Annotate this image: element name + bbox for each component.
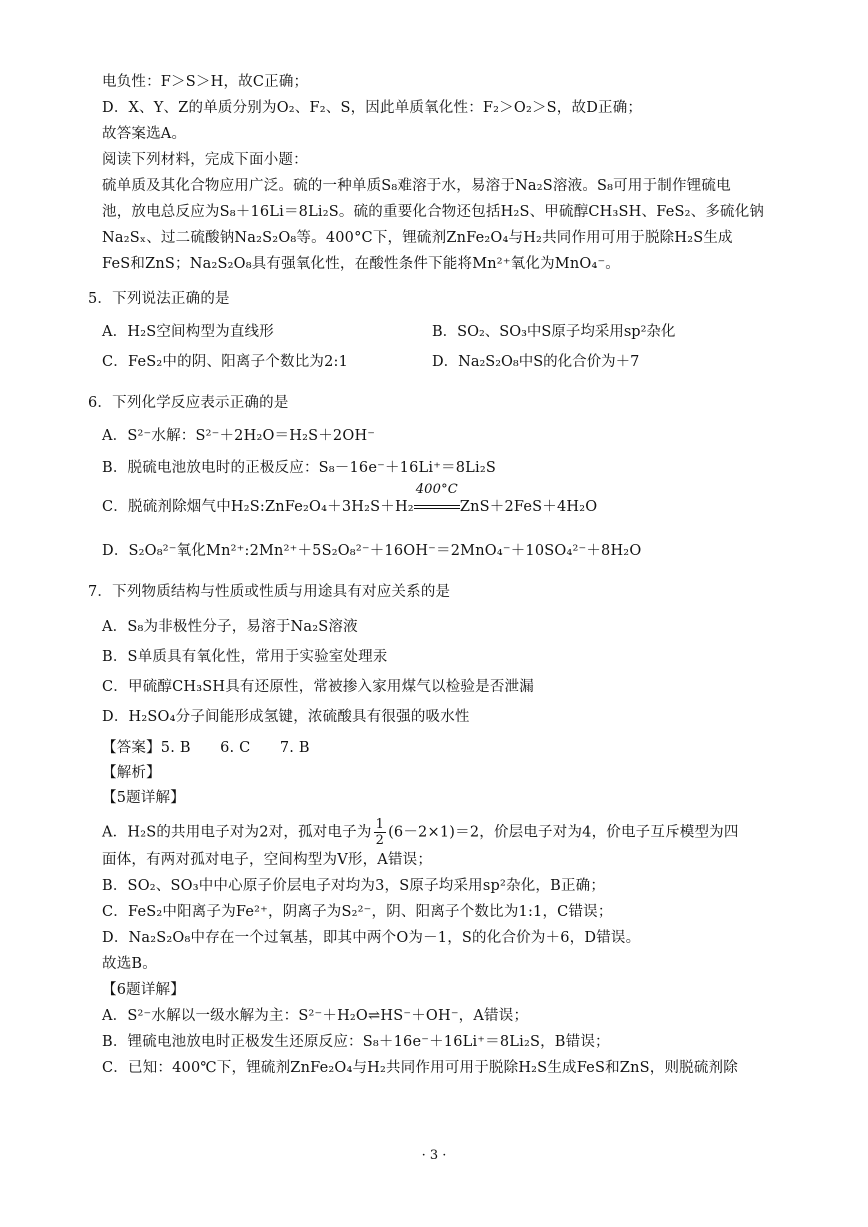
detail-5-a-text: A．H₂S的共用电子对为2对，孤对电子为 <box>102 824 372 841</box>
detail-5-a-text-cont: (6－2×1)＝2，价层电子对为4，价电子互斥模型为四 <box>388 824 739 841</box>
text-line: Na₂Sₓ、过二硫酸钠Na₂S₂O₈等。400°C下，锂硫剂ZnFe₂O₄与H₂共同作用可用于脱除H₂S生成 <box>102 230 733 246</box>
detail-6-c: C．已知：400℃下，锂硫剂ZnFe₂O₄与H₂共同作用可用于脱除H₂S生成FeS和ZnS，则脱硫剂除 <box>102 1060 738 1076</box>
detail-5-d: D．Na₂S₂O₈中存在一个过氧基，即其中两个O为－1，S的化合价为＋6，D错误。 <box>102 930 641 946</box>
detail-5-title: 【5题详解】 <box>102 790 185 806</box>
detail-5-c: C．FeS₂中阳离子为Fe²⁺，阴离子为S₂²⁻，阴、阳离子个数比为1:1，C错误； <box>102 904 613 920</box>
q5-option-c: C．FeS₂中的阴、阳离子个数比为2:1 <box>102 354 349 370</box>
text-line: 池，放电总反应为S₈＋16Li＝8Li₂S。硫的重要化合物还包括H₂S、甲硫醇CH₃SH、FeS₂、多硫化钠 <box>102 204 765 220</box>
text-line: 硫单质及其化合物应用广泛。硫的一种单质S₈难溶于水，易溶于Na₂S溶液。S₈可用于制作锂硫电 <box>102 178 731 194</box>
reaction-condition-arrow <box>414 482 460 517</box>
detail-6-title: 【6题详解】 <box>102 982 185 998</box>
q7-option-d: D．H₂SO₄分子间能形成氢键，浓硫酸具有很强的吸水性 <box>102 709 470 725</box>
question-5-stem: 5．下列说法正确的是 <box>88 291 230 307</box>
q6-option-b: B．脱硫电池放电时的正极反应：S₈－16e⁻＋16Li⁺＝8Li₂S <box>102 460 496 476</box>
reaction-condition: 400°C <box>415 482 458 497</box>
detail-5-b: B．SO₂、SO₃中中心原子价层电子对均为3，S原子均采用sp²杂化，B正确； <box>102 878 606 894</box>
detail-6-a: A．S²⁻水解以一级水解为主：S²⁻＋H₂O⇌HS⁻＋OH⁻，A错误； <box>102 1008 529 1024</box>
q6-option-c-products: ZnS＋2FeS＋4H₂O <box>459 499 598 515</box>
question-7-stem: 7．下列物质结构与性质或性质与用途具有对应关系的是 <box>88 584 451 600</box>
fraction <box>374 817 386 848</box>
fraction-denominator: 2 <box>375 833 385 848</box>
q7-option-c: C．甲硫醇CH₃SH具有还原性，常被掺入家用煤气以检验是否泄漏 <box>102 679 534 695</box>
question-6-stem: 6．下列化学反应表示正确的是 <box>88 395 289 411</box>
text-line: 阅读下列材料，完成下面小题： <box>102 152 308 168</box>
q6-option-d: D．S₂O₈²⁻氧化Mn²⁺:2Mn²⁺＋5S₂O₈²⁻＋16OH⁻＝2MnO₄⁻＋10SO₄²⁻＋8H₂O <box>102 543 642 559</box>
q6-option-c <box>102 482 598 517</box>
q5-option-b: B．SO₂、SO₃中S原子均采用sp²杂化 <box>432 324 676 340</box>
fraction-numerator: 1 <box>375 817 385 832</box>
detail-5-a-line1 <box>102 817 739 848</box>
q6-option-a: A．S²⁻水解：S²⁻＋2H₂O＝H₂S＋2OH⁻ <box>102 428 376 444</box>
analysis-title: 【解析】 <box>102 765 161 781</box>
text-line: D．X、Y、Z的单质分别为O₂、F₂、S，因此单质氧化性：F₂＞O₂＞S，故D正确； <box>102 100 643 116</box>
text-line: 电负性：F＞S＞H，故C正确； <box>102 74 309 90</box>
text-line: FeS和ZnS；Na₂S₂O₈具有强氧化性，在酸性条件下能将Mn²⁺氧化为MnO₄⁻。 <box>102 256 621 272</box>
detail-6-b: B．锂硫电池放电时正极发生还原反应：S₈＋16e⁻＋16Li⁺＝8Li₂S，B错误； <box>102 1034 610 1050</box>
q7-option-b: B．S单质具有氧化性，常用于实验室处理汞 <box>102 649 388 665</box>
detail-5-end: 故选B。 <box>102 956 157 972</box>
page-number: · 3 · <box>421 1148 447 1163</box>
q5-option-a: A．H₂S空间构型为直线形 <box>102 324 274 340</box>
q5-option-d: D．Na₂S₂O₈中S的化合价为＋7 <box>432 354 640 370</box>
q6-option-c-reactants: C．脱硫剂除烟气中H₂S:ZnFe₂O₄＋3H₂S＋H₂ <box>102 499 414 515</box>
answer-line: 【答案】5. B 6. C 7. B <box>102 740 310 756</box>
text-line: 故答案选A。 <box>102 126 187 142</box>
q7-option-a: A．S₈为非极性分子，易溶于Na₂S溶液 <box>102 619 358 635</box>
detail-5-a-line2: 面体，有两对孤对电子，空间构型为V形，A错误； <box>102 852 433 868</box>
